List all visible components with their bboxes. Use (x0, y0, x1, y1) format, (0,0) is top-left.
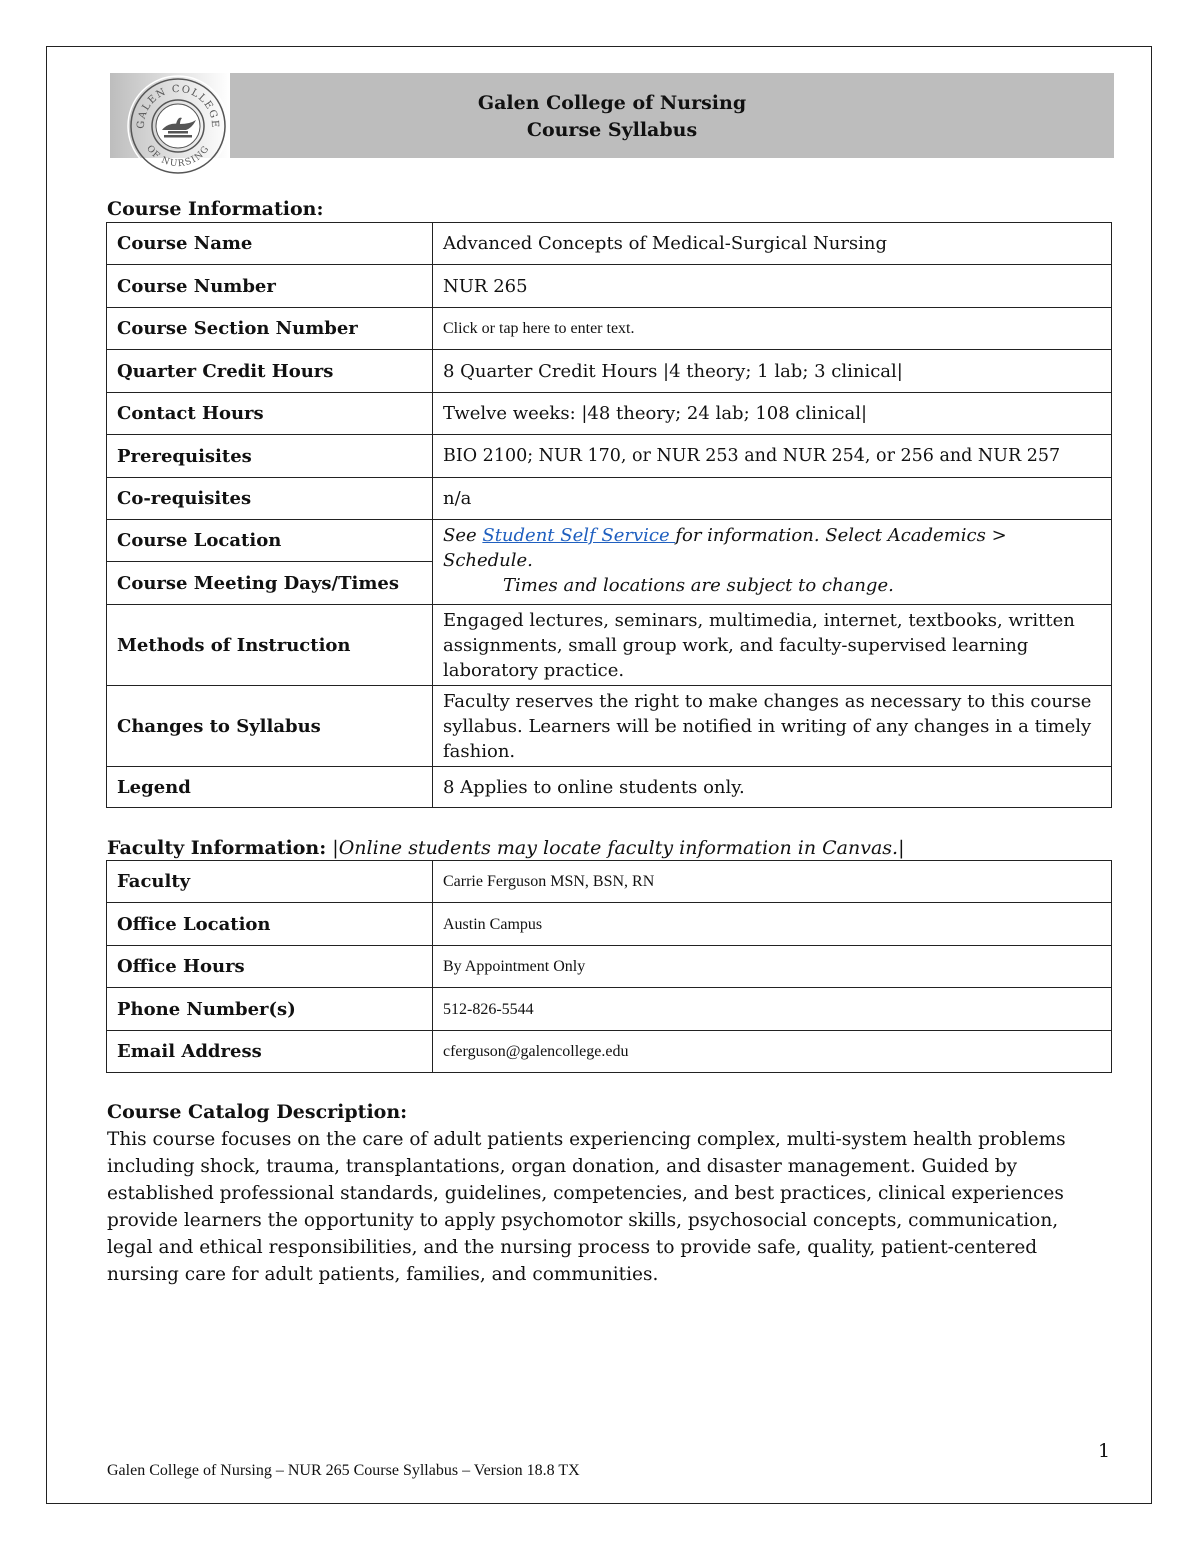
prerequisites-value: BIO 2100; NUR 170, or NUR 253 and NUR 254, or 256 and NUR 257 (433, 435, 1112, 478)
faculty-heading-label: Faculty Information: (107, 837, 327, 859)
table-row (107, 1031, 1112, 1073)
svg-text:GALEN COLLEGE: GALEN COLLEGE (135, 83, 221, 130)
course-number-value: NUR 265 (433, 265, 1112, 308)
row-label: Office Hours (107, 946, 433, 988)
phone-number-value: 512-826-5544 (433, 988, 1112, 1031)
row-label: Legend (107, 767, 433, 808)
table-row (107, 605, 1112, 686)
email-address-value[interactable]: cferguson@galencollege.edu (433, 1031, 1112, 1073)
legend-value: 8 Applies to online students only. (433, 767, 1112, 808)
faculty-heading-note: |Online students may locate faculty information in Canvas.| (326, 837, 905, 859)
course-section-number-field[interactable]: Click or tap here to enter text. (433, 308, 1112, 350)
course-information-heading: Course Information: (107, 198, 324, 220)
table-row (107, 861, 1112, 903)
catalog-description-text: This course focuses on the care of adult patients experiencing complex, multi-system health problems including shock, trauma, transplantations, organ donation, and disaster management. Guided by established professional standards, guidelines, competencies, and best practices, clinical experiences provide learners the opportunity to apply psychomotor skills, psychosocial concepts, communication, legal and ethical responsibilities, and the nursing process to provide safe, quality, patient-centered nursing care for adult patients, families, and communities. (107, 1129, 1066, 1285)
catalog-description-heading: Course Catalog Description: (107, 1101, 408, 1123)
row-label: Course Meeting Days/Times (107, 562, 433, 605)
office-location-value: Austin Campus (433, 903, 1112, 946)
row-label: Course Number (107, 265, 433, 308)
credit-hours-value: 8 Quarter Credit Hours |4 theory; 1 lab; 3 clinical| (433, 350, 1112, 393)
office-hours-value: By Appointment Only (433, 946, 1112, 988)
course-name-value: Advanced Concepts of Medical-Surgical Nursing (433, 223, 1112, 265)
row-label: Office Location (107, 903, 433, 946)
row-label: Course Name (107, 223, 433, 265)
row-label: Email Address (107, 1031, 433, 1073)
faculty-information-heading (107, 836, 904, 860)
row-label: Quarter Credit Hours (107, 350, 433, 393)
table-row (107, 520, 1112, 562)
row-label: Contact Hours (107, 393, 433, 435)
faculty-information-table (106, 860, 1112, 1073)
table-row (107, 223, 1112, 265)
row-label: Phone Number(s) (107, 988, 433, 1031)
table-row (107, 988, 1112, 1031)
table-row (107, 686, 1112, 767)
table-row (107, 946, 1112, 988)
table-row (107, 767, 1112, 808)
row-label: Co-requisites (107, 478, 433, 520)
location-value (433, 520, 1112, 605)
table-row (107, 265, 1112, 308)
svg-text:OF NURSING: OF NURSING (144, 143, 212, 170)
contact-hours-value: Twelve weeks: |48 theory; 24 lab; 108 clinical| (433, 393, 1112, 435)
table-row (107, 478, 1112, 520)
course-information-table (106, 222, 1112, 808)
row-label: Course Location (107, 520, 433, 562)
row-label: Faculty (107, 861, 433, 903)
college-name: Galen College of Nursing (477, 92, 747, 114)
footer-text: Galen College of Nursing – NUR 265 Course Syllabus – Version 18.8 TX (107, 1462, 580, 1479)
changes-value: Faculty reserves the right to make changes as necessary to this course syllabus. Learners will be notified in writing of any changes in a timely fashion. (433, 686, 1112, 767)
table-row (107, 903, 1112, 946)
location-note: Times and locations are subject to change. (503, 575, 894, 596)
header-title (110, 90, 1114, 144)
row-label: Prerequisites (107, 435, 433, 478)
methods-value: Engaged lectures, seminars, multimedia, internet, textbooks, written assignments, small group work, and faculty-supervised learning laboratory practice. (433, 605, 1112, 686)
table-row (107, 308, 1112, 350)
table-row (107, 435, 1112, 478)
row-label: Course Section Number (107, 308, 433, 350)
location-see: See (443, 525, 483, 546)
location-instructions: for information. Select Academics > Schedule. (443, 525, 1007, 571)
table-row (107, 393, 1112, 435)
table-row (107, 350, 1112, 393)
corequisites-value: n/a (433, 478, 1112, 520)
student-self-service-link[interactable]: Student Self Service (482, 525, 676, 546)
document-title: Course Syllabus (526, 119, 698, 141)
row-label: Changes to Syllabus (107, 686, 433, 767)
page-number: 1 (1098, 1440, 1111, 1462)
row-label: Methods of Instruction (107, 605, 433, 686)
faculty-name-value: Carrie Ferguson MSN, BSN, RN (433, 861, 1112, 903)
